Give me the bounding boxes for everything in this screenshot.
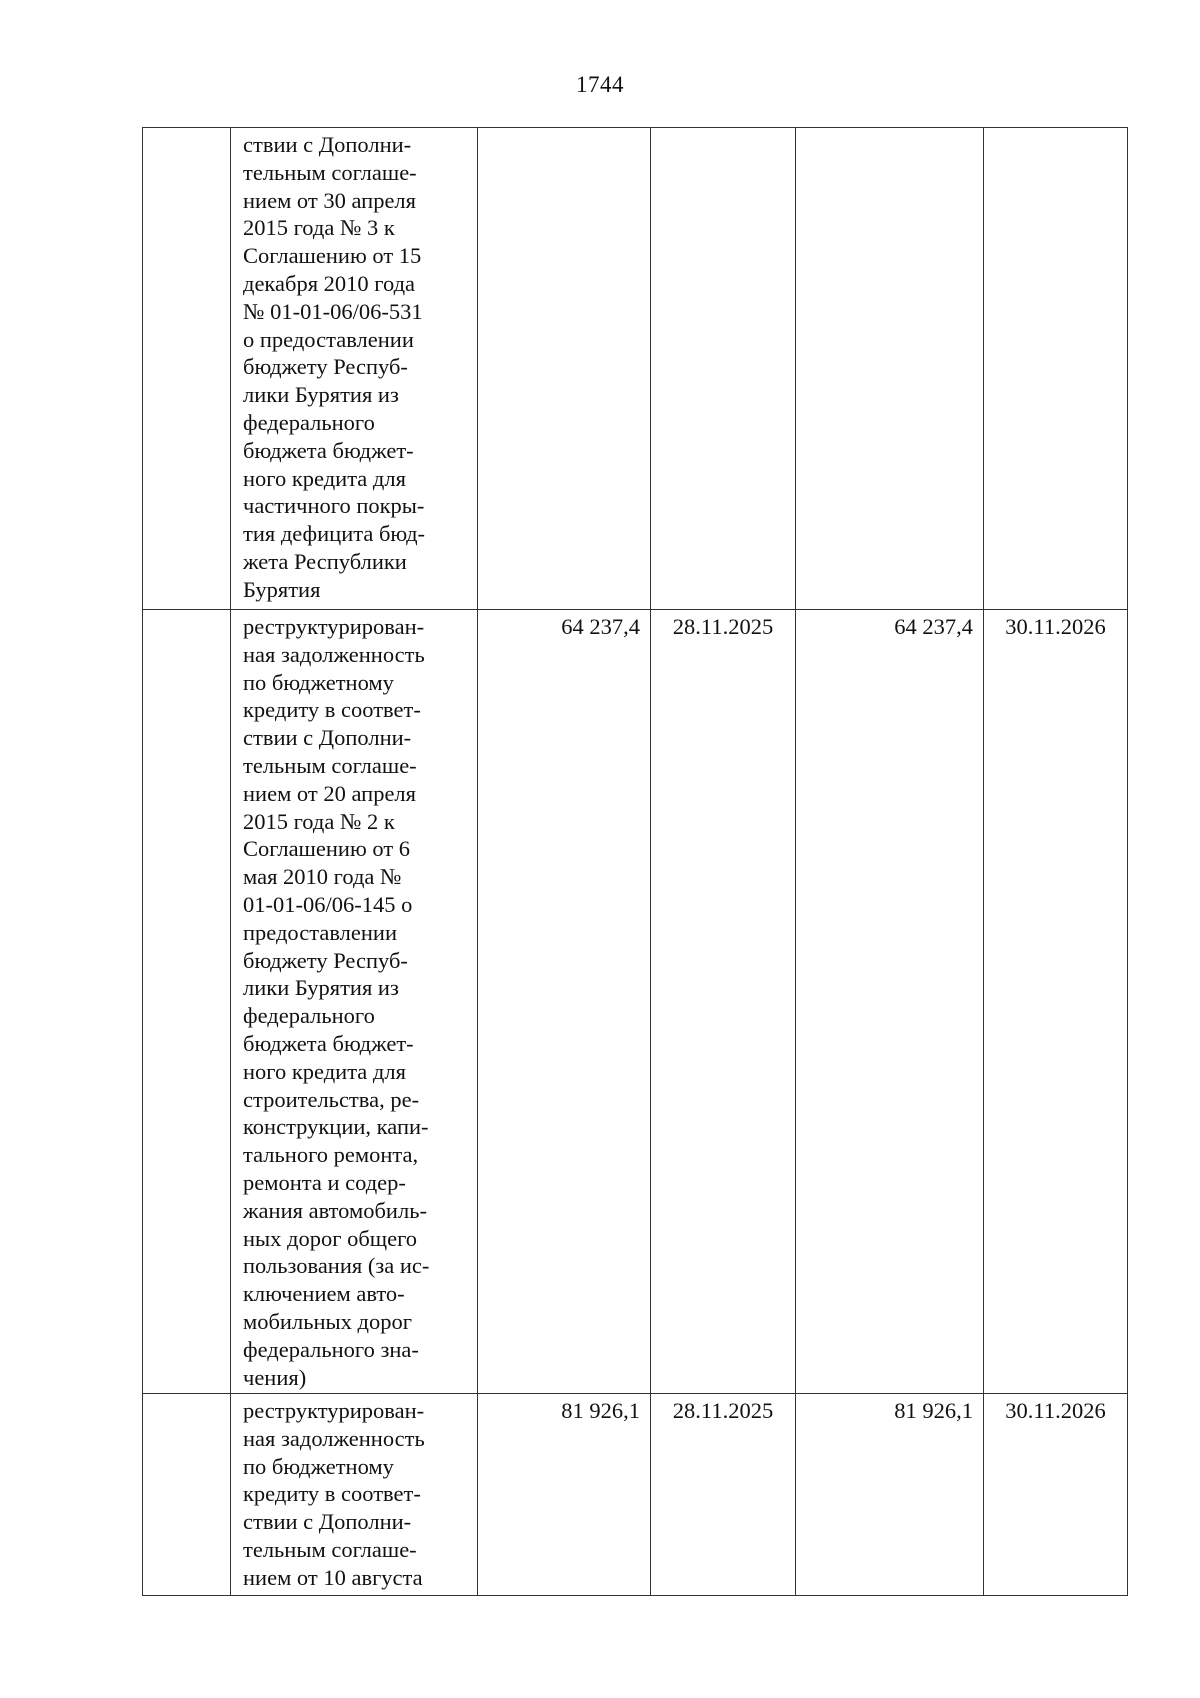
description-line: о предоставлении bbox=[243, 326, 414, 352]
description-cell bbox=[231, 1394, 478, 1596]
description-line: № 01-01-06/06-531 bbox=[243, 298, 423, 324]
description-line: ных дорог общего bbox=[243, 1225, 418, 1251]
description-line: лики Бурятия из bbox=[243, 975, 399, 1001]
description-line: декабря 2010 года bbox=[243, 270, 416, 296]
description-line: кредиту в соответ- bbox=[243, 1481, 421, 1507]
description-cell bbox=[231, 128, 478, 610]
date-value: 28.11.2025 bbox=[672, 1398, 774, 1423]
description-line: реструктурирован- bbox=[243, 1398, 425, 1423]
description-line: 01-01-06/06-145 о bbox=[243, 891, 413, 917]
description-line: ремонта и содер- bbox=[243, 1169, 406, 1195]
description-line: пользования (за ис- bbox=[243, 1253, 430, 1279]
description-line: Соглашению от 15 bbox=[243, 243, 422, 269]
description-line: ная задолженность bbox=[243, 641, 425, 667]
table-row bbox=[143, 610, 1128, 1394]
description-line: нием от 10 августа bbox=[243, 1564, 423, 1590]
description-line: ствии с Дополни- bbox=[243, 725, 412, 751]
description-line: Соглашению от 6 bbox=[243, 836, 411, 862]
description-line: ного кредита для bbox=[243, 465, 406, 491]
description-line: тельным соглаше- bbox=[243, 1536, 417, 1562]
amount-value: 81 926,1 bbox=[894, 1398, 973, 1423]
description-line: ствии с Дополни- bbox=[243, 1509, 412, 1535]
description-line: частичного покры- bbox=[243, 493, 425, 519]
description-line: строительства, ре- bbox=[243, 1086, 420, 1112]
amount-value bbox=[478, 128, 650, 131]
description-line: конструкции, капи- bbox=[243, 1114, 429, 1140]
description-line: ная задолженность bbox=[243, 1425, 425, 1451]
description-line: мобильных дорог bbox=[243, 1308, 412, 1334]
date-cell bbox=[651, 1394, 796, 1596]
description-line: нием от 20 апреля bbox=[243, 780, 417, 806]
date-cell bbox=[984, 128, 1128, 610]
description-line: нием от 30 апреля bbox=[243, 187, 417, 213]
description-line: федерального зна- bbox=[243, 1336, 419, 1362]
amount-cell bbox=[796, 1394, 984, 1596]
amount-value bbox=[796, 128, 983, 131]
table-row bbox=[143, 1394, 1128, 1596]
description-line: жета Республики bbox=[243, 548, 407, 574]
description-line: бюджету Респуб- bbox=[243, 947, 408, 973]
description-line: 2015 года № 2 к bbox=[243, 808, 395, 834]
table-row bbox=[143, 128, 1128, 610]
amount-cell bbox=[478, 610, 651, 1394]
description-line: ного кредита для bbox=[243, 1058, 406, 1084]
description-line: Бурятия bbox=[243, 576, 321, 602]
amount-cell bbox=[478, 1394, 651, 1596]
description-line: тального ремонта, bbox=[243, 1142, 419, 1168]
date-value bbox=[651, 128, 795, 131]
description-line: мая 2010 года № bbox=[243, 864, 402, 890]
description-line: жания автомобиль- bbox=[243, 1197, 427, 1223]
amount-cell bbox=[796, 610, 984, 1394]
page-number: 1744 bbox=[576, 72, 624, 97]
date-value bbox=[984, 128, 1127, 131]
amount-value: 81 926,1 bbox=[561, 1398, 640, 1423]
description-line: федерального bbox=[243, 1003, 375, 1029]
amount-cell bbox=[478, 128, 651, 610]
description-line: 2015 года № 3 к bbox=[243, 215, 395, 241]
amount-value: 64 237,4 bbox=[894, 614, 973, 639]
date-cell bbox=[651, 128, 796, 610]
date-value: 30.11.2026 bbox=[1005, 614, 1106, 639]
date-value: 28.11.2025 bbox=[672, 614, 774, 639]
description-line: бюджета бюджет- bbox=[243, 437, 414, 463]
description-line: реструктурирован- bbox=[243, 614, 425, 639]
description-line: по бюджетному bbox=[243, 669, 394, 695]
amount-cell bbox=[796, 128, 984, 610]
amount-value: 64 237,4 bbox=[561, 614, 640, 639]
date-cell bbox=[984, 610, 1128, 1394]
description-line: тия дефицита бюд- bbox=[243, 521, 426, 547]
date-cell bbox=[984, 1394, 1128, 1596]
date-value: 30.11.2026 bbox=[1005, 1398, 1106, 1423]
description-cell bbox=[231, 610, 478, 1394]
description-line: кредиту в соответ- bbox=[243, 697, 421, 723]
row-number-cell bbox=[143, 128, 231, 610]
description-line: тельным соглаше- bbox=[243, 752, 417, 778]
debt-table bbox=[142, 127, 1128, 1596]
description-line: ствии с Дополни- bbox=[243, 132, 412, 157]
description-line: лики Бурятия из bbox=[243, 382, 399, 408]
row-number-cell bbox=[143, 610, 231, 1394]
description-line: предоставлении bbox=[243, 919, 397, 945]
date-cell bbox=[651, 610, 796, 1394]
description-line: чения) bbox=[243, 1364, 307, 1390]
description-line: по бюджетному bbox=[243, 1453, 394, 1479]
description-line: бюджету Респуб- bbox=[243, 354, 408, 380]
description-line: федерального bbox=[243, 409, 375, 435]
description-line: бюджета бюджет- bbox=[243, 1030, 414, 1056]
row-number-cell bbox=[143, 1394, 231, 1596]
description-line: ключением авто- bbox=[243, 1281, 405, 1307]
description-line: тельным соглаше- bbox=[243, 159, 417, 185]
